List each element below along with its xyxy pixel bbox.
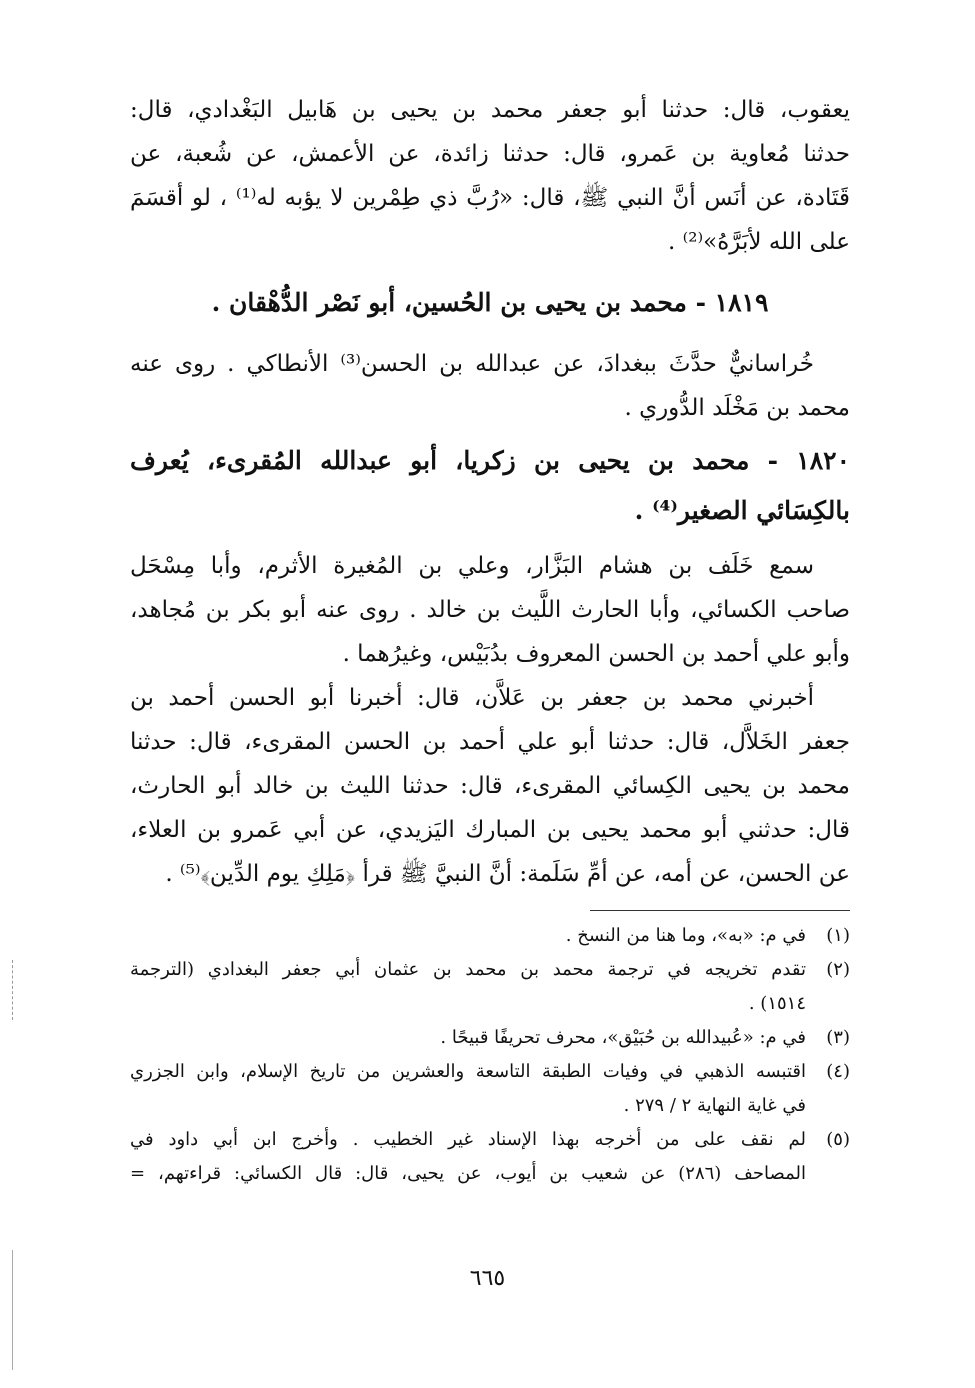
footnote-line: في م: «به»، وما هنا من النسخ . [565,925,806,946]
footnote-line: في غاية النهاية ٢ / ٢٧٩ . [623,1095,806,1116]
footnote-line: لم نقف على من أخرجه بهذا الإسناد غير الخطيب . وأخرج ابن أبي داود في [130,1129,806,1150]
footnote-line: اقتبسه الذهبي في وفيات الطبقة التاسعة والعشرين من تاريخ الإسلام، وابن الجزري [130,1061,806,1082]
text-line: عن الحسن، عن أمه، عن أمِّ سَلَمة: أنَّ النبيَّ ﷺ قرأ ﴿مَلِكِ يوم الدِّين﴾⁽⁵⁾ . [165,861,850,887]
footnote [130,953,850,1021]
footnote-number: (٤) [826,1061,850,1082]
footnote [130,1123,850,1191]
footnote-number: (٥) [826,1129,850,1150]
footnotes [130,919,850,1191]
scan-margin-mark [12,1250,15,1370]
entry-heading-1819: ١٨١٩ - محمد بن يحيى بن الحُسين، أبو نَصْر الدُّهْقان . [211,288,769,317]
text-line: قال: حدثني أبو محمد يحيى بن المبارك اليَزيدي، عن أبي عَمرو بن العلاء، [130,817,850,843]
text-line: محمد بن يحيى الكِسائي المقرىء، قال: حدثنا الليث بن خالد أبو الحارث، [130,773,850,799]
heading-line: ١٨٢٠ - محمد بن يحيى بن زكريا، أبو عبدالله المُقرىء، يُعرف [130,446,850,475]
footnote-number: (١) [826,925,850,946]
paragraph-2 [130,342,850,430]
text-line: صاحب الكسائي، وأبا الحارث اللَّيث بن خالد . روى عنه أبو بكر بن مُجاهد، [130,597,850,623]
text-line: جعفر الخَلاَّل، قال: حدثنا أبو علي أحمد بن الحسن المقرىء، قال: حدثنا [130,729,850,755]
page-number: ٦٦٥ [469,1266,506,1291]
footnote-line: تقدم تخريجه في ترجمة محمد بن محمد بن عثمان أبي جعفر البغدادي (الترجمة [130,959,806,980]
text-line: محمد بن مَخْلَد الدُّوري . [624,395,850,421]
footnote [130,1055,850,1123]
footnote-number: (٢) [826,959,850,980]
footnote-line: في م: «عُبيدالله بن حُبَيْق»، محرف تحريفًا قبيحًا . [440,1027,806,1048]
text-line: وأبو علي أحمد بن الحسن المعروف بدُبَيْس، وغيرُهما . [342,641,850,667]
paragraph-1 [130,88,850,264]
entry-heading-1820 [130,436,850,536]
footnote [130,919,850,953]
text-line: سمع خَلَف بن هشام البَزَّار، وعلي بن المُغيرة الأثرم، وأبا مِسْحَل [130,553,814,579]
footnote-number: (٣) [826,1027,850,1048]
footnote-line: المصاحف (٢٨٦) عن شعيب بن أيوب، عن يحيى، قال: قال الكسائي: قراءتهم، = [130,1163,806,1184]
text-line: خُراسانيٌّ حدَّثَ ببغدادَ، عن عبدالله بن الحسن⁽³⁾ الأنطاكي . روى عنه [130,351,814,377]
paragraph-3 [130,544,850,676]
text-line: قَتَادة، عن أنَس أنَّ النبي ﷺ، قال: «رُبَّ ذي طِمْرين لا يؤبه له⁽¹⁾ ، لو أقسَمَ [130,185,850,211]
text-line: يعقوب، قال: حدثنا أبو جعفر محمد بن يحيى بن هَابيل البَغْدادي، قال: [130,97,850,123]
text-line: حدثنا مُعاوية بن عَمرو، قال: حدثنا زائدة، عن الأعمش، عن شُعبة، عن [130,141,850,167]
paragraph-4 [130,676,850,896]
footnote [130,1021,850,1055]
text-line: أخبرني محمد بن جعفر بن عَلاَّن، قال: أخبرنا أبو الحسن أحمد بن [130,685,814,711]
text-line: على الله لأبَرَّهُ»⁽²⁾ . [668,229,850,255]
heading-line: بالكِسَائي الصغير⁽⁴⁾ . [634,496,850,525]
footnote-line: ١٥١٤) . [748,993,806,1014]
scan-margin-mark [12,960,15,1020]
footnote-separator [590,910,850,911]
page-body [130,88,850,1191]
